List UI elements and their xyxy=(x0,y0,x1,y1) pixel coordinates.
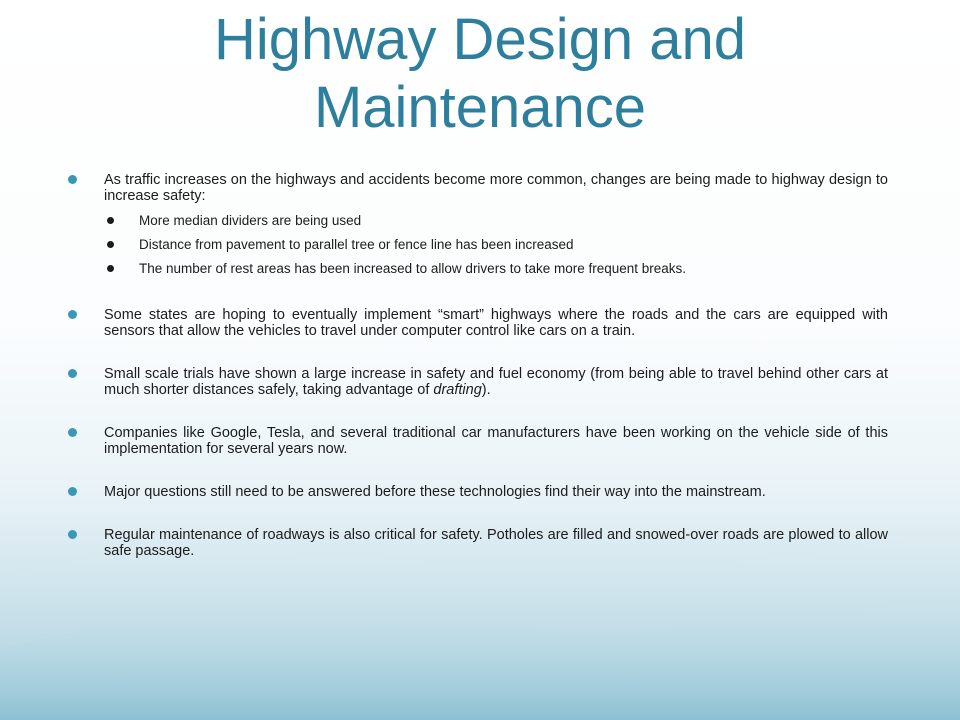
bullet-smart-highways xyxy=(68,307,888,339)
bullet-maintenance xyxy=(68,527,888,559)
bullet-highway-design xyxy=(68,172,888,204)
bullet-major-questions xyxy=(68,484,888,500)
bullet-text-before: Small scale trials have shown a large increase in safety and fuel economy (from being able to travel behind other cars at much shorter distances safely, taking advantage of xyxy=(104,366,888,398)
sub-bullet-dot-icon xyxy=(107,241,114,248)
bullet-dot-icon xyxy=(68,175,77,184)
sub-bullet-text: More median dividers are being used xyxy=(139,213,362,228)
sub-bullet-list xyxy=(68,213,888,277)
sub-bullet-rest-areas xyxy=(68,261,888,277)
bullet-small-scale-trials xyxy=(68,366,888,398)
bullet-dot-icon xyxy=(68,428,77,437)
bullet-text: Major questions still need to be answered before these technologies find their way into the mainstream. xyxy=(104,484,766,500)
bullet-emphasis-drafting: drafting xyxy=(433,382,482,398)
sub-bullet-dot-icon xyxy=(107,217,114,224)
bullet-companies xyxy=(68,425,888,457)
bullet-text-after: ). xyxy=(481,382,491,398)
bullet-dot-icon xyxy=(68,310,77,319)
sub-bullet-median-dividers xyxy=(68,213,888,229)
bullet-text: Some states are hoping to eventually implement “smart” highways where the roads and the cars are equipped with sensors that allow the vehicles to travel under computer control like cars on a train. xyxy=(104,307,888,339)
sub-bullet-dot-icon xyxy=(107,265,114,272)
bullet-text: Regular maintenance of roadways is also critical for safety. Potholes are filled and snowed-over roads are plowed to allow safe passage. xyxy=(104,527,888,559)
bullet-dot-icon xyxy=(68,530,77,539)
slide-content xyxy=(68,172,888,586)
sub-bullet-pavement-distance xyxy=(68,237,888,253)
bullet-dot-icon xyxy=(68,487,77,496)
bullet-text: Companies like Google, Tesla, and several traditional car manufacturers have been working on the vehicle side of this implementation for several years now. xyxy=(104,425,888,457)
bullet-text: As traffic increases on the highways and accidents become more common, changes are being made to highway design to increase safety: xyxy=(104,172,888,204)
sub-bullet-text: The number of rest areas has been increased to allow drivers to take more frequent breaks. xyxy=(139,261,687,276)
slide-title: Highway Design and Maintenance xyxy=(214,7,746,140)
bullet-dot-icon xyxy=(68,369,77,378)
sub-bullet-text: Distance from pavement to parallel tree or fence line has been increased xyxy=(139,237,574,252)
